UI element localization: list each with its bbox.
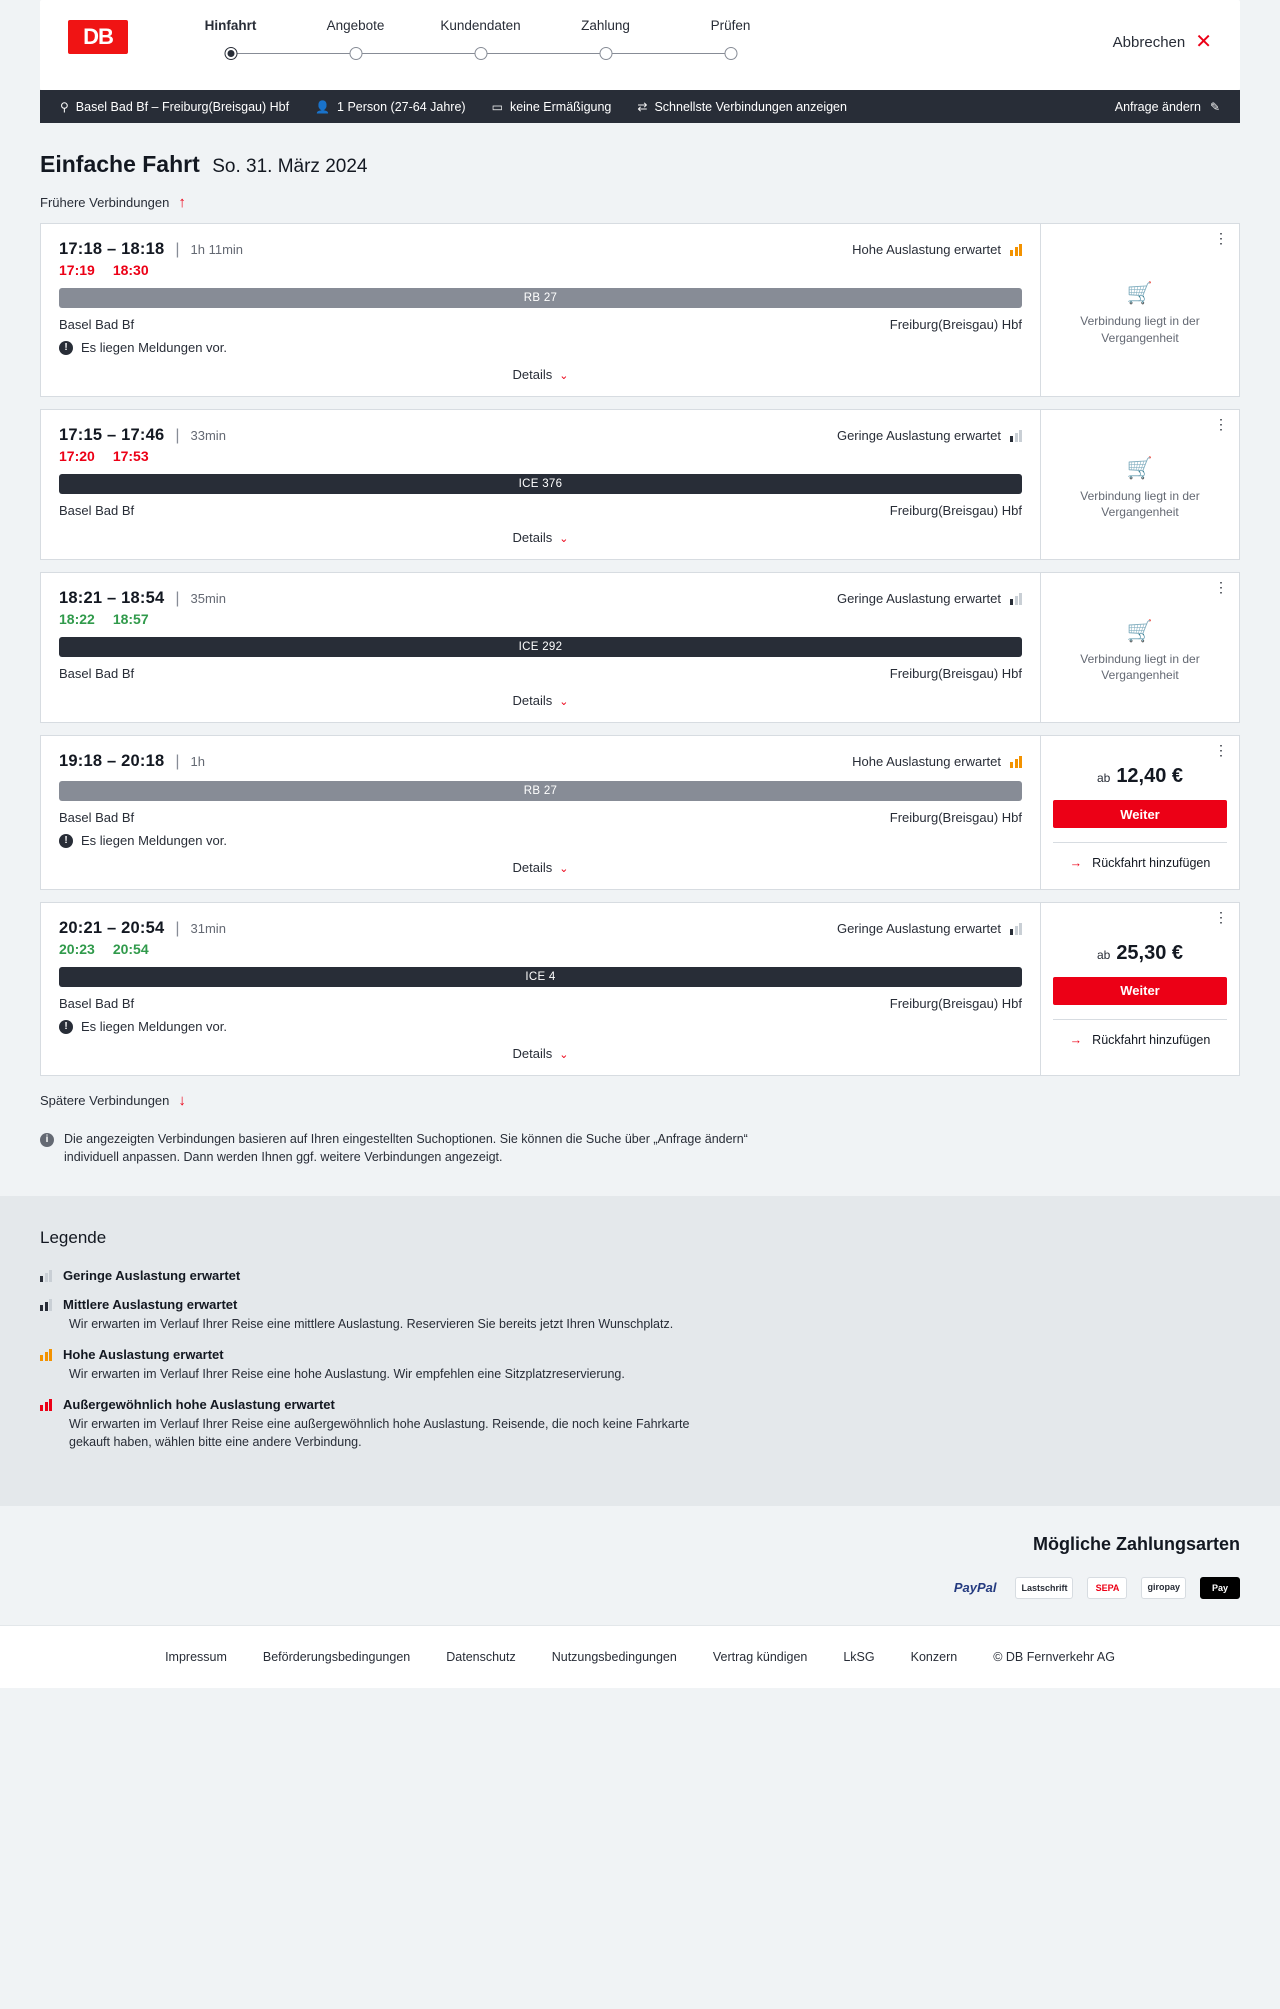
arrow-right-icon: →: [1069, 1032, 1083, 1047]
past-connection-notice: [1053, 457, 1227, 520]
step-dot-row: [168, 47, 293, 61]
connection-header: [59, 589, 1022, 608]
arrival-station: Freiburg(Breisgau) Hbf: [889, 810, 1022, 825]
add-return-trip-button[interactable]: [1053, 842, 1227, 870]
arrival-station: Freiburg(Breisgau) Hbf: [889, 503, 1022, 518]
cancel-button[interactable]: [1113, 32, 1212, 52]
departure-station: Basel Bad Bf: [59, 503, 135, 518]
step-dot-icon: [599, 47, 612, 60]
legend-item: [40, 1347, 1240, 1383]
connection-details: [41, 903, 1041, 1075]
trip-date: So. 31. März 2024: [212, 156, 368, 177]
utilization: [852, 242, 1022, 257]
step-label: Prüfen: [710, 18, 751, 33]
add-return-trip-button[interactable]: [1053, 1019, 1227, 1047]
legend-item: [40, 1397, 1240, 1451]
step-dot-icon: [349, 47, 362, 60]
more-options-icon[interactable]: ⋮: [1214, 230, 1228, 246]
connection-times: 17:15 – 17:46: [59, 426, 165, 444]
pencil-icon: ✎: [1209, 99, 1220, 114]
stations-row: [59, 503, 1022, 518]
site-footer: [0, 1625, 1280, 1688]
utilization-icon: [1010, 755, 1022, 768]
payment-methods: [40, 1577, 1240, 1599]
connection-duration: 35min: [190, 591, 226, 606]
later-connections-label: Spätere Verbindungen: [40, 1093, 170, 1108]
details-toggle[interactable]: [59, 1034, 1022, 1067]
utilization: [837, 591, 1022, 606]
departure-station: Basel Bad Bf: [59, 996, 135, 1011]
add-return-trip-label: Rückfahrt hinzufügen: [1092, 1032, 1211, 1047]
connection-actions: [1041, 573, 1239, 722]
connection-notice[interactable]: [59, 833, 1022, 848]
legend-item-label: Hohe Auslastung erwartet: [63, 1347, 224, 1363]
realtime-times: [59, 262, 1022, 278]
connection-card: [40, 409, 1240, 560]
price-row: [1097, 765, 1183, 788]
step-dot-row: [293, 47, 418, 61]
footer-link[interactable]: Nutzungsbedingungen: [551, 1649, 677, 1664]
details-label: Details: [512, 367, 553, 382]
payments-section: [0, 1506, 1280, 1625]
card-icon: ▭: [491, 99, 503, 114]
footer-link[interactable]: LkSG: [843, 1649, 875, 1664]
warning-icon: !: [59, 1020, 73, 1034]
separator: |: [175, 427, 180, 444]
connection-actions: [1041, 903, 1239, 1075]
details-label: Details: [512, 1046, 553, 1061]
utilization: [852, 754, 1022, 769]
connection-notice[interactable]: [59, 1019, 1022, 1034]
payment-method-paypal-icon: PayPal: [953, 1580, 997, 1595]
cart-disabled-icon: 🛒: [1126, 456, 1154, 480]
location-pin-icon: ⚲: [60, 99, 69, 114]
warning-icon: !: [59, 834, 73, 848]
utilization-icon: [1010, 429, 1022, 442]
realtime-arrival: 17:53: [112, 448, 149, 464]
connection-header: [59, 752, 1022, 771]
connection-duration: 1h 11min: [190, 242, 244, 257]
utilization-icon: [1010, 922, 1022, 935]
past-connection-notice: [1053, 282, 1227, 345]
swap-icon: ⇄: [637, 99, 648, 114]
summary-sorting[interactable]: [637, 100, 847, 114]
connection-header: [59, 240, 1022, 259]
stations-row: [59, 666, 1022, 681]
search-info-text: Die angezeigten Verbindungen basieren auf Ihren eingestellten Suchoptionen. Sie können die Suche über „Anfrage ändern“ individuell anpassen. Dann werden Ihnen ggf. weitere Verbindungen angezeigt.: [64, 1132, 748, 1164]
price-value: 25,30 €: [1116, 941, 1184, 964]
chevron-down-icon: ⌄: [559, 1049, 569, 1061]
legend-section: [0, 1196, 1280, 1506]
warning-icon: !: [59, 341, 73, 355]
connections-list: [40, 223, 1240, 1076]
add-return-trip-label: Rückfahrt hinzufügen: [1092, 856, 1211, 870]
train-badge[interactable]: RB 27: [59, 288, 1022, 308]
checkout-stepper: [168, 18, 793, 61]
summary-discount-label: keine Ermäßigung: [509, 99, 612, 114]
results-content: [0, 123, 1280, 1196]
connection-details: [41, 736, 1041, 889]
departure-station: Basel Bad Bf: [59, 317, 135, 332]
details-toggle[interactable]: [59, 848, 1022, 881]
realtime-times: [59, 448, 1022, 464]
separator: |: [175, 920, 180, 937]
summary-passengers-label: 1 Person (27-64 Jahre): [337, 99, 466, 114]
change-request-label: Anfrage ändern: [1114, 99, 1201, 114]
legend-item-header: [40, 1268, 1240, 1283]
past-connection-label: Verbindung liegt in der Vergangenheit: [1080, 651, 1200, 682]
connection-notice-label: Es liegen Meldungen vor.: [81, 833, 227, 848]
arrival-station: Freiburg(Breisgau) Hbf: [889, 317, 1022, 332]
connection-duration: 31min: [190, 921, 226, 936]
step-angebote[interactable]: [293, 18, 418, 61]
legend-item-label: Außergewöhnlich hohe Auslastung erwartet: [63, 1397, 335, 1413]
connection-details: [41, 224, 1041, 396]
footer-link[interactable]: Datenschutz: [446, 1649, 516, 1664]
details-toggle[interactable]: [59, 681, 1022, 714]
utilization: [837, 428, 1022, 443]
connection-notice-label: Es liegen Meldungen vor.: [81, 340, 227, 355]
utilization-icon: [40, 1348, 52, 1361]
utilization: [837, 921, 1022, 936]
arrow-right-icon: →: [1069, 856, 1083, 870]
step-hinfahrt[interactable]: [168, 18, 293, 61]
footer-link[interactable]: Beförderungsbedingungen: [262, 1649, 411, 1664]
realtime-departure: 17:19: [59, 262, 95, 278]
connection-card: [40, 735, 1240, 890]
step-label: Zahlung: [581, 18, 630, 33]
search-info-note: [40, 1131, 800, 1166]
step-dot-row: [418, 47, 543, 61]
connection-actions: [1041, 736, 1239, 889]
page-title-row: [40, 151, 1240, 178]
details-toggle[interactable]: [59, 518, 1022, 551]
utilization-label: Hohe Auslastung erwartet: [852, 242, 1001, 257]
past-connection-label: Verbindung liegt in der Vergangenheit: [1080, 488, 1200, 519]
realtime-arrival: 18:57: [112, 611, 149, 627]
utilization-icon: [40, 1298, 52, 1311]
summary-sorting-label: Schnellste Verbindungen anzeigen: [654, 99, 847, 114]
step-zahlung[interactable]: [543, 18, 668, 61]
realtime-arrival: 18:30: [112, 262, 149, 278]
info-icon: i: [40, 1133, 54, 1147]
connection-card: [40, 572, 1240, 723]
legend-item-header: [40, 1347, 1240, 1362]
legend-title: Legende: [40, 1228, 107, 1247]
step-label: Hinfahrt: [204, 18, 257, 33]
earlier-connections-button[interactable]: [40, 194, 186, 211]
more-options-icon[interactable]: ⋮: [1214, 579, 1228, 595]
connection-times: 20:21 – 20:54: [59, 919, 165, 937]
cancel-label: Abbrechen: [1112, 33, 1186, 51]
connection-duration: 1h: [190, 754, 205, 769]
separator: |: [175, 241, 180, 258]
realtime-times: [59, 941, 1022, 957]
connection-details: [41, 410, 1041, 559]
step-dot-row: [543, 47, 668, 61]
summary-route[interactable]: [60, 100, 289, 114]
step-kundendaten[interactable]: [418, 18, 543, 61]
footer-copyright: © DB Fernverkehr AG: [993, 1649, 1115, 1664]
price-prefix: ab: [1096, 947, 1111, 962]
summary-passengers[interactable]: [315, 100, 466, 114]
utilization-label: Geringe Auslastung erwartet: [836, 591, 1001, 606]
details-label: Details: [512, 530, 553, 545]
connection-times: 17:18 – 18:18: [59, 240, 165, 258]
realtime-times: [59, 611, 1022, 627]
stations-row: [59, 996, 1022, 1011]
legend-item: [40, 1297, 1240, 1333]
step-dot-icon: [724, 47, 737, 60]
departure-station: Basel Bad Bf: [59, 666, 135, 681]
past-connection-label: Verbindung liegt in der Vergangenheit: [1080, 314, 1200, 345]
utilization-icon: [40, 1398, 52, 1411]
chevron-down-icon: ⌄: [559, 863, 569, 875]
change-request-button[interactable]: [1115, 100, 1220, 114]
train-badge[interactable]: ICE 292: [59, 637, 1022, 657]
payment-method-sepa-icon: SEPA: [1087, 1577, 1127, 1599]
legend-item-label: Geringe Auslastung erwartet: [63, 1268, 241, 1283]
more-options-icon[interactable]: ⋮: [1214, 909, 1228, 925]
cart-disabled-icon: 🛒: [1126, 282, 1154, 306]
connection-times: 18:21 – 18:54: [59, 589, 165, 607]
step-dot-icon: [474, 47, 487, 60]
more-options-icon[interactable]: ⋮: [1214, 416, 1228, 432]
legend-item-header: [40, 1397, 1240, 1412]
arrow-down-icon: ↓: [178, 1092, 186, 1109]
legend-item: [40, 1268, 1240, 1283]
summary-route-label: Basel Bad Bf – Freiburg(Breisgau) Hbf: [75, 99, 290, 114]
more-options-icon[interactable]: ⋮: [1214, 742, 1228, 758]
details-label: Details: [512, 860, 553, 875]
utilization-label: Geringe Auslastung erwartet: [836, 428, 1001, 443]
connection-header: [59, 426, 1022, 445]
connection-duration: 33min: [190, 428, 226, 443]
footer-link[interactable]: Vertrag kündigen: [712, 1649, 808, 1664]
legend-item-label: Mittlere Auslastung erwartet: [63, 1297, 238, 1312]
payment-method-lastschrift-icon: Lastschrift: [1015, 1577, 1073, 1599]
legend-item-description: Wir erwarten im Verlauf Ihrer Reise eine mittlere Auslastung. Reservieren Sie bereits jetzt Ihren Wunschplatz.: [69, 1317, 674, 1331]
arrival-station: Freiburg(Breisgau) Hbf: [889, 666, 1022, 681]
train-badge[interactable]: ICE 4: [59, 967, 1022, 987]
price-row: [1097, 942, 1183, 965]
realtime-departure: 17:20: [59, 448, 95, 464]
utilization-label: Geringe Auslastung erwartet: [836, 921, 1001, 936]
step-prüfen[interactable]: [668, 18, 793, 61]
close-icon: ✕: [1195, 31, 1212, 53]
continue-button[interactable]: Weiter: [1053, 977, 1227, 1005]
arrival-station: Freiburg(Breisgau) Hbf: [889, 996, 1022, 1011]
connection-times: 19:18 – 20:18: [59, 752, 165, 770]
footer-link[interactable]: Impressum: [165, 1649, 227, 1664]
separator: |: [175, 590, 180, 607]
legend-items: [40, 1268, 1240, 1452]
details-label: Details: [512, 693, 553, 708]
connection-header: [59, 919, 1022, 938]
person-icon: 👤: [315, 99, 331, 114]
connection-notice[interactable]: [59, 340, 1022, 355]
stations-row: [59, 810, 1022, 825]
separator: |: [175, 753, 180, 770]
page-title: Einfache Fahrt: [40, 151, 200, 177]
app-header: [40, 0, 1240, 90]
later-connections-button[interactable]: [40, 1092, 186, 1109]
connection-actions: [1041, 224, 1239, 396]
departure-station: Basel Bad Bf: [59, 810, 135, 825]
legend-item-description: Wir erwarten im Verlauf Ihrer Reise eine hohe Auslastung. Wir empfehlen eine Sitzplatzreservierung.: [69, 1367, 625, 1382]
chevron-down-icon: ⌄: [559, 533, 569, 545]
realtime-departure: 20:23: [59, 941, 95, 957]
payments-title: Mögliche Zahlungsarten: [1032, 1533, 1240, 1554]
price-prefix: ab: [1096, 771, 1111, 785]
past-connection-notice: [1053, 620, 1227, 683]
payment-method-giropay-icon: giropay: [1141, 1577, 1186, 1599]
connection-card: [40, 902, 1240, 1076]
arrow-up-icon: ↑: [178, 194, 186, 211]
step-label: Angebote: [326, 18, 385, 33]
legend-item-description: Wir erwarten im Verlauf Ihrer Reise eine außergewöhnlich hohe Auslastung. Reisende, die noch keine Fahrkarte gekauft haben, wählen bitte eine andere Verbindung.: [69, 1417, 690, 1450]
payment-method-pay-icon: Pay: [1200, 1577, 1240, 1599]
footer-link[interactable]: Konzern: [910, 1649, 958, 1664]
chevron-down-icon: ⌄: [559, 696, 569, 708]
connection-details: [41, 573, 1041, 722]
train-badge[interactable]: ICE 376: [59, 474, 1022, 494]
utilization-icon: [1010, 592, 1022, 605]
realtime-departure: 18:22: [59, 611, 95, 627]
details-toggle[interactable]: [59, 355, 1022, 388]
step-dot-icon: [224, 47, 237, 60]
price-value: 12,40 €: [1116, 765, 1184, 787]
stations-row: [59, 317, 1022, 332]
connection-notice-label: Es liegen Meldungen vor.: [81, 1019, 227, 1034]
utilization-label: Hohe Auslastung erwartet: [852, 754, 1001, 769]
cart-disabled-icon: 🛒: [1126, 619, 1154, 643]
legend-item-header: [40, 1297, 1240, 1312]
db-logo[interactable]: DB: [68, 20, 128, 54]
earlier-connections-label: Frühere Verbindungen: [40, 195, 170, 210]
summary-discount[interactable]: [492, 100, 612, 114]
chevron-down-icon: ⌄: [559, 370, 569, 382]
realtime-arrival: 20:54: [112, 941, 149, 957]
step-label: Kundendaten: [440, 18, 521, 33]
connection-actions: [1041, 410, 1239, 559]
connection-card: [40, 223, 1240, 397]
step-dot-row: [668, 47, 793, 61]
train-badge[interactable]: RB 27: [59, 781, 1022, 801]
search-summary-bar: [40, 90, 1240, 123]
utilization-icon: [40, 1269, 52, 1282]
utilization-icon: [1010, 243, 1022, 256]
continue-button[interactable]: Weiter: [1053, 800, 1227, 828]
